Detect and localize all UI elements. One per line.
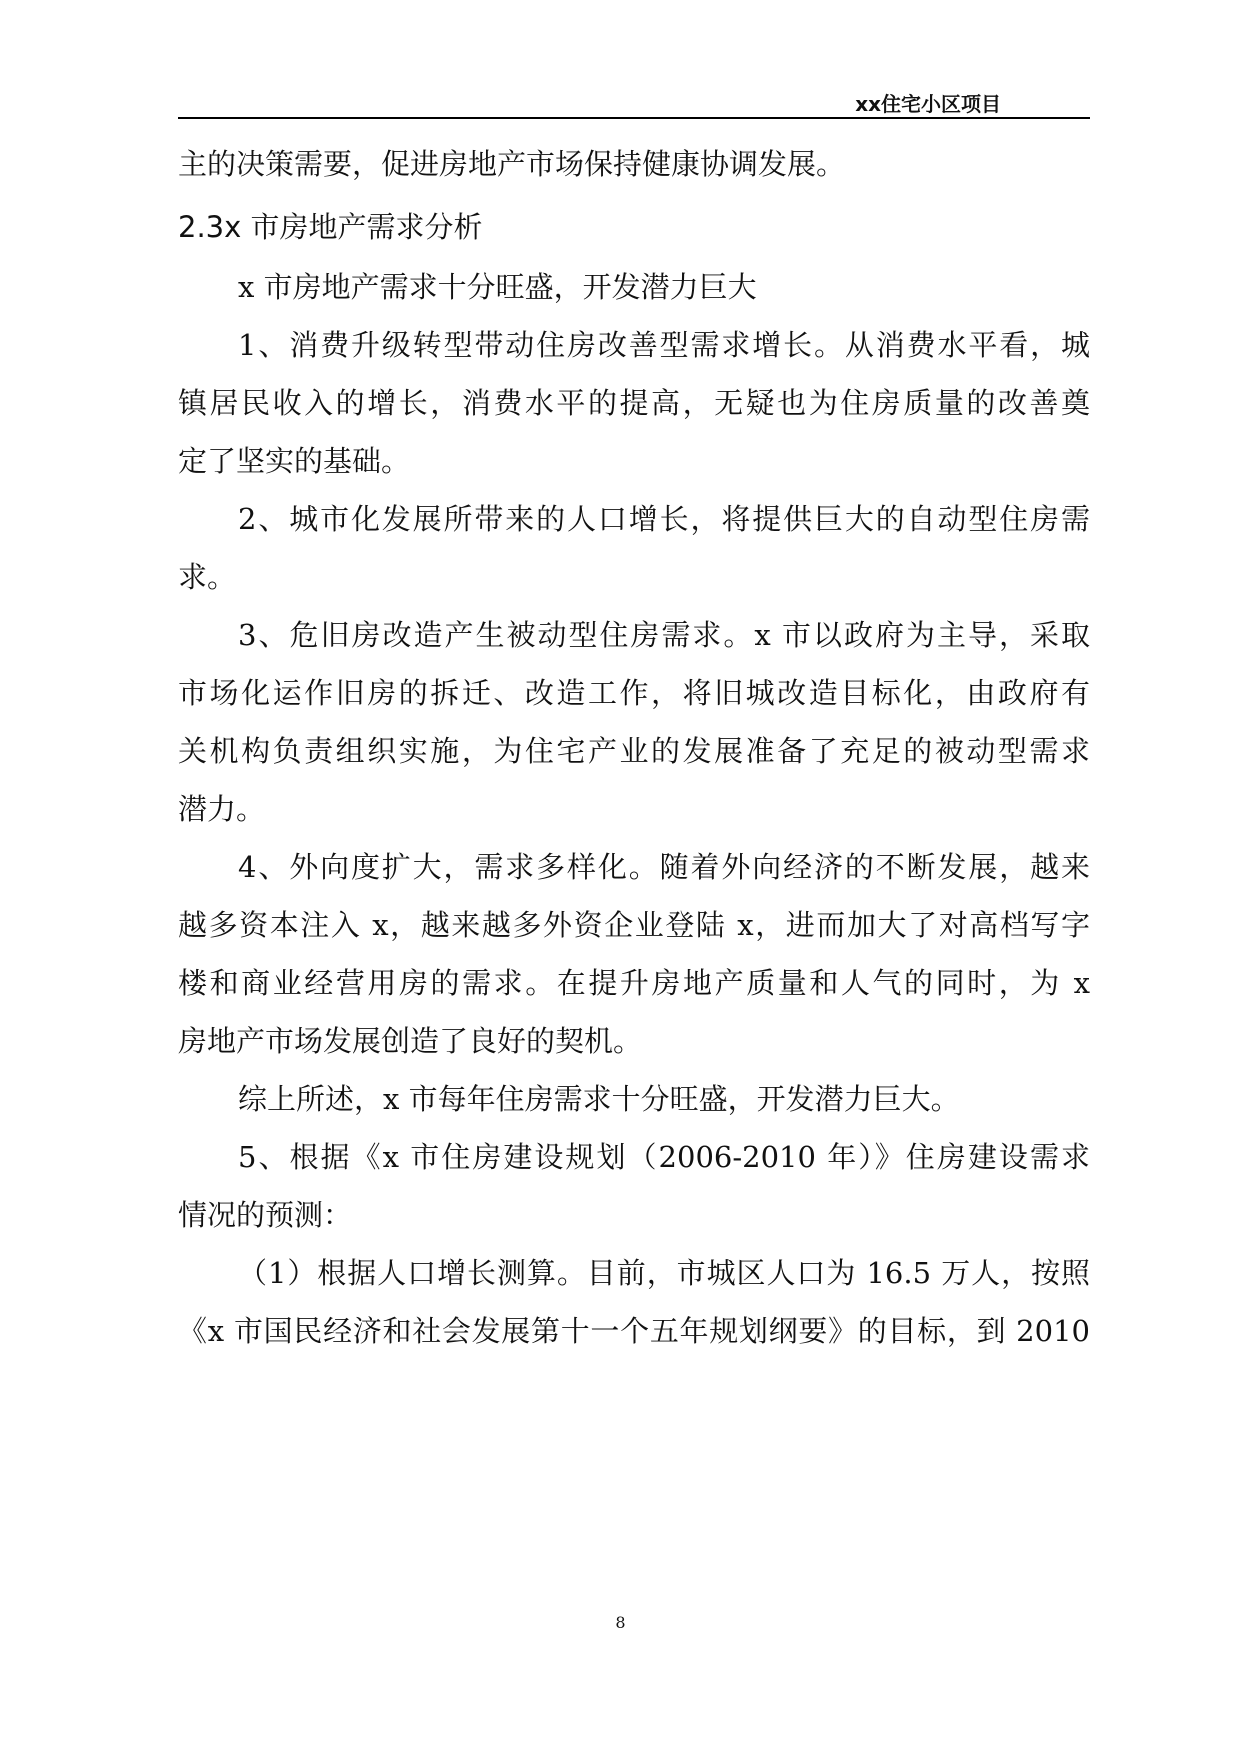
text-line: 2、城市化发展所带来的人口增长，将提供巨大的自动型住房需	[238, 502, 1090, 536]
header-rule	[178, 117, 1090, 119]
text-line: 综上所述，x 市每年住房需求十分旺盛，开发潜力巨大。	[238, 1082, 960, 1116]
text-line: 5、根据《x 市住房建设规划（2006-2010 年）》住房建设需求	[238, 1140, 1090, 1174]
text-line: 主的决策需要，促进房地产市场保持健康协调发展。	[178, 147, 846, 181]
page-number: 8	[615, 1613, 626, 1632]
text-line: （1）根据人口增长测算。目前，市城区人口为 16.5 万人，按照	[238, 1256, 1090, 1290]
text-line: 关机构负责组织实施，为住宅产业的发展准备了充足的被动型需求	[178, 734, 1090, 768]
text-line: 定了坚实的基础。	[178, 444, 411, 478]
text-line: 潜力。	[178, 792, 266, 826]
text-line: 1、消费升级转型带动住房改善型需求增长。从消费水平看，城	[238, 328, 1090, 362]
text-line: 求。	[178, 560, 237, 594]
text-line: 房地产市场发展创造了良好的契机。	[178, 1024, 643, 1058]
text-line: 《x 市国民经济和社会发展第十一个五年规划纲要》的目标，到 2010	[178, 1314, 1090, 1348]
text-line: 4、外向度扩大，需求多样化。随着外向经济的不断发展，越来	[238, 850, 1090, 884]
text-line: 越多资本注入 x，越来越多外资企业登陆 x，进而加大了对高档写字	[178, 908, 1090, 942]
text-line: 情况的预测：	[178, 1198, 353, 1232]
text-line: x 市房地产需求十分旺盛，开发潜力巨大	[238, 270, 757, 304]
text-line: 楼和商业经营用房的需求。在提升房地产质量和人气的同时，为 x	[178, 966, 1090, 1000]
text-line: 镇居民收入的增长，消费水平的提高，无疑也为住房质量的改善奠	[178, 386, 1090, 420]
text-line: 市场化运作旧房的拆迁、改造工作，将旧城改造目标化，由政府有	[178, 676, 1090, 710]
page-header-title: xx住宅小区项目	[855, 92, 1001, 116]
section-heading: 2.3x 市房地产需求分析	[178, 210, 483, 244]
text-line: 3、危旧房改造产生被动型住房需求。x 市以政府为主导，采取	[238, 618, 1090, 652]
